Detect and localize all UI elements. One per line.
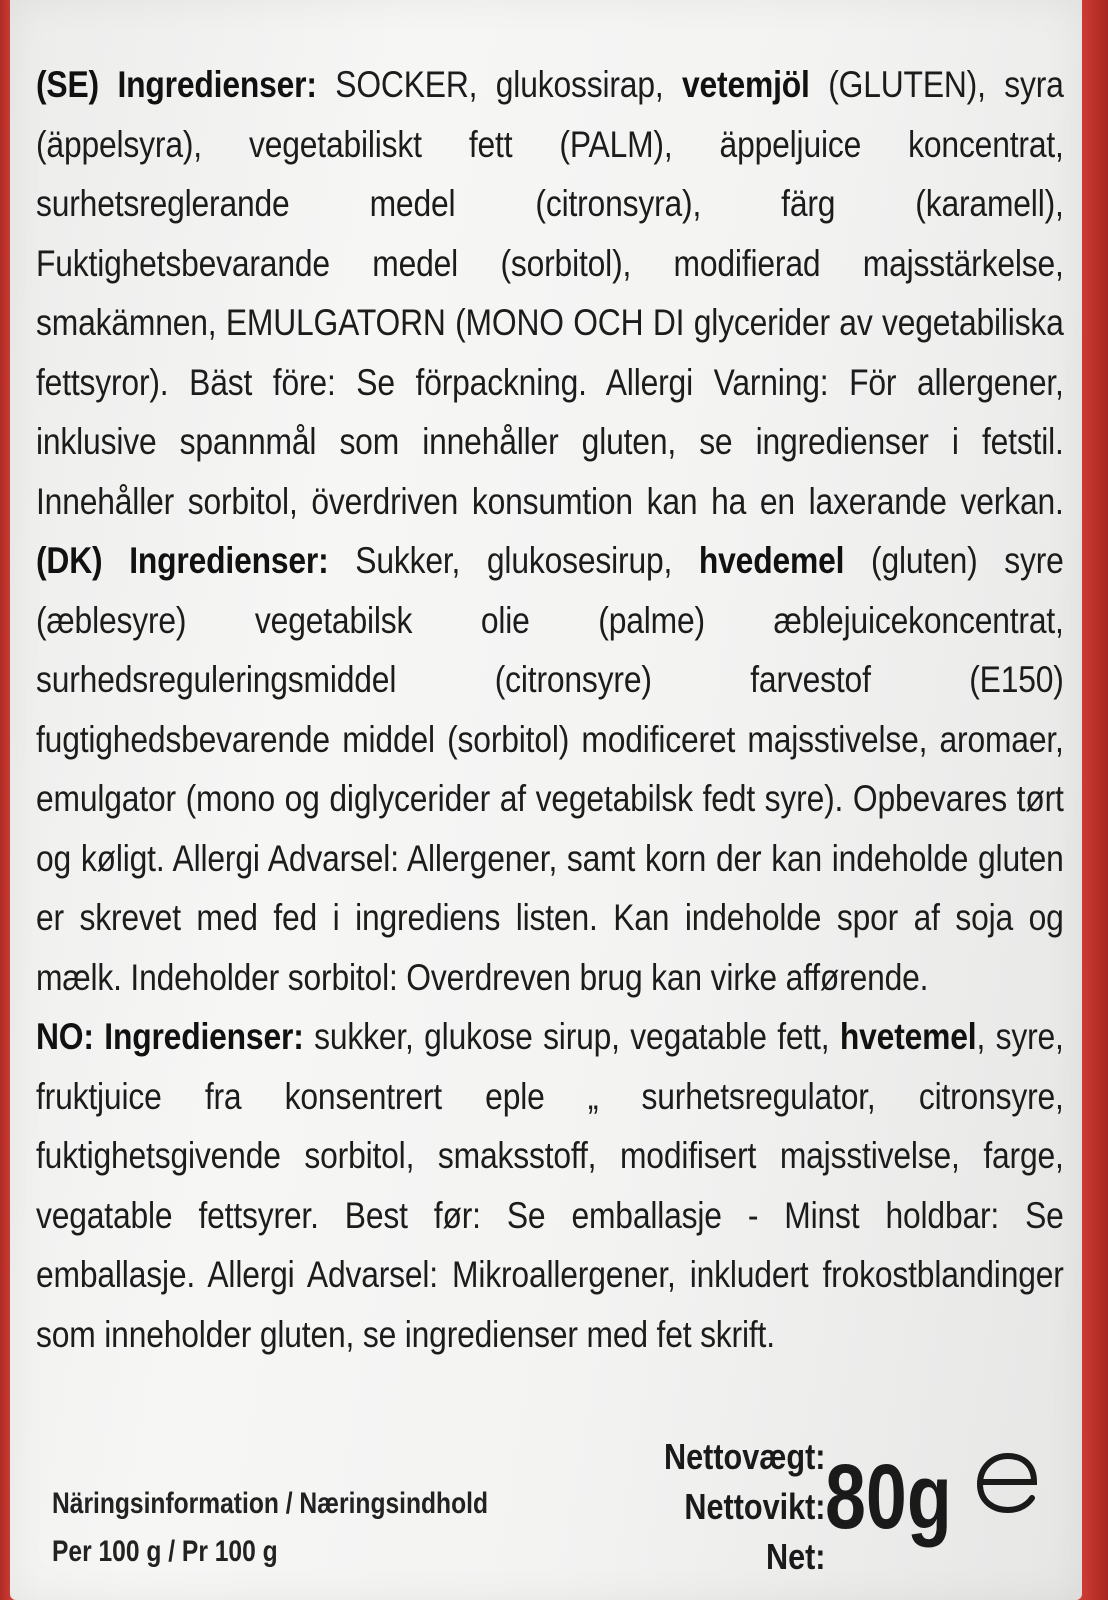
net-weight-block (630, 1432, 1060, 1597)
se-ingredients-heading: Ingredienser: (117, 64, 317, 105)
net-label-en: Net: (766, 1536, 826, 1577)
nutrition-heading: Näringsinformation / Næringsindhold (52, 1487, 488, 1520)
estimated-sign-icon (970, 1444, 1046, 1520)
net-weight-value: 80g (825, 1446, 952, 1548)
no-ingredients-part-2: , syre, fruktjuice fra konsentrert eple „ surhetsregulator, citronsyre, fuktighetsgivende sorbitol, smaksstoff, modifisert majsstivelse, farge, vegatable fettsyrer. Best før: Se emballasje - Minst holdbar: Se emballasje. Allergi Advarsel: Mikroallergener, inkludert frokostblandinger som inneholder gluten, se ingredienser med fet skrift. (36, 1016, 1064, 1355)
net-label-dk: Nettovægt: (664, 1436, 826, 1477)
no-allergen-wheat: hvetemel (839, 1016, 977, 1057)
nutrition-per: Per 100 g / Pr 100 g (52, 1535, 278, 1568)
net-label-no: Nettovikt: (684, 1486, 826, 1527)
no-ingredients-part-1: sukker, glukose sirup, vegatable fett, (303, 1016, 840, 1057)
nutrition-header (52, 1480, 488, 1576)
dk-allergen-wheat: hvedemel (698, 540, 845, 581)
net-weight-labels (630, 1432, 826, 1582)
dk-ingredients-part-2: (gluten) syre (æblesyre) vegetabilsk olie (palme) æblejuicekoncentrat, surhedsreguleringsmiddel (citronsyre) farvestof (E150) fugtighedsbevarende middel (sorbitol) modificeret majsstivelse, aromaer, emulgator (mono og diglycerider af vegetabilsk fedt syre). Opbevares tørt og køligt. Allergi Advarsel: Allergener, samt korn der kan indeholde gluten er skrevet med fed i ingrediens listen. Kan indeholde spor af soja og mælk. Indeholder sorbitol: Overdreven brug kan virke afførende. (36, 540, 1064, 998)
ingredients-text (36, 55, 1064, 1364)
se-language-tag: (SE) (36, 64, 99, 105)
dk-language-tag: (DK) (36, 540, 103, 581)
dk-ingredients-part-1: Sukker, glukosesirup, (328, 540, 699, 581)
se-ingredients-part-2: (GLUTEN), syra (äppelsyra), vegetabiliskt fett (PALM), äppeljuice koncentrat, surhetsreglerande medel (citronsyra), färg (karamell), Fuktighetsbevarande medel (sorbitol), modifierad majsstärkelse, smakämnen, EMULGATORN (MONO OCH DI glycerider av vegetabiliska fettsyror). Bäst före: Se förpackning. Allergi Varning: För allergener, inklusive spannmål som innehåller gluten, se ingredienser i fetstil. Innehåller sorbitol, överdriven konsumtion kan ha en laxerande verkan. (36, 64, 1064, 522)
no-ingredients-heading: NO: Ingredienser: (36, 1016, 304, 1057)
package-edge-right (1078, 0, 1108, 1600)
se-ingredients-part-1: SOCKER, glukossirap, (316, 64, 683, 105)
se-allergen-wheat: vetemjöl (682, 64, 810, 105)
dk-ingredients-heading: Ingredienser: (129, 540, 329, 581)
